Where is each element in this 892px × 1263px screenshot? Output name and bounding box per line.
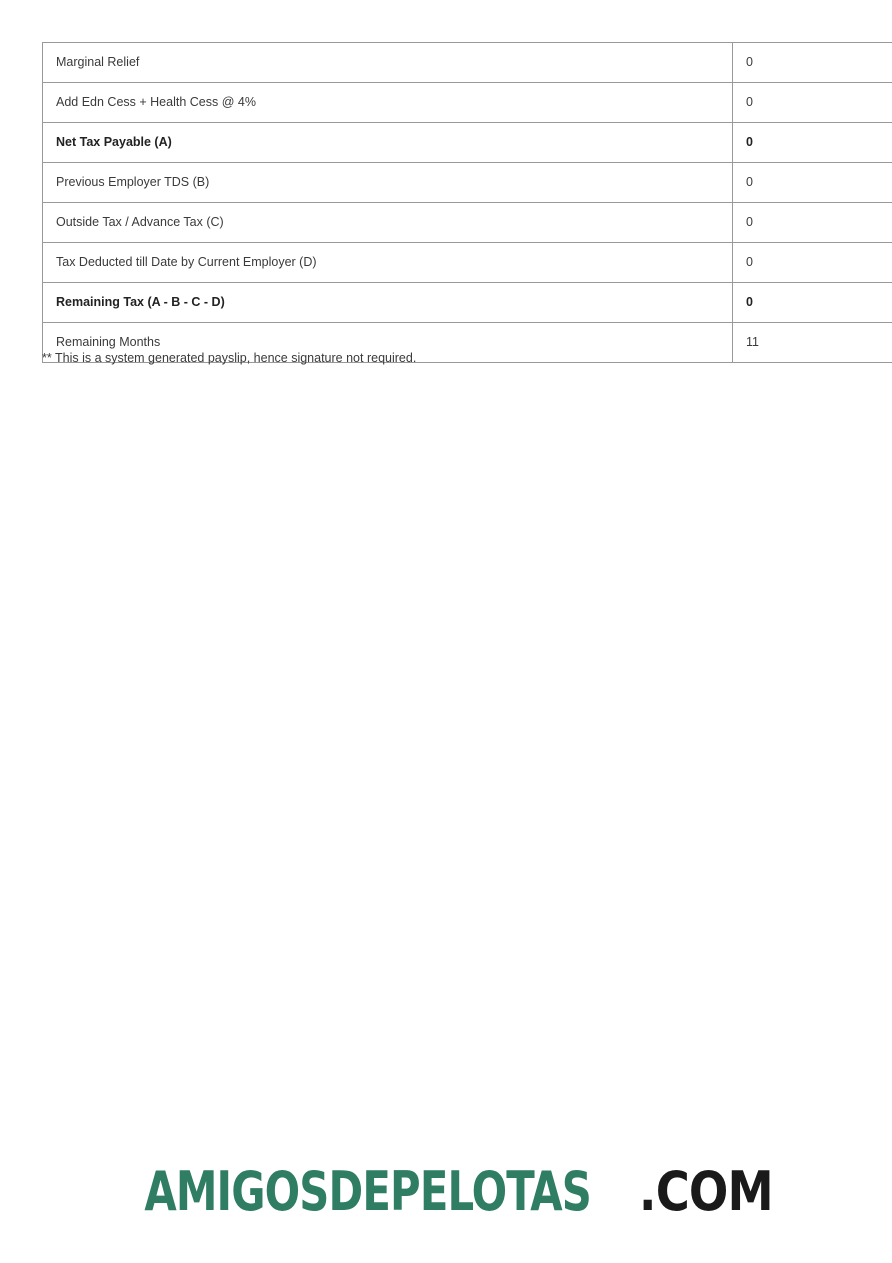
row-label: Remaining Months bbox=[43, 323, 733, 363]
row-label: Net Tax Payable (A) bbox=[43, 123, 733, 163]
row-value: 0 bbox=[733, 83, 892, 123]
row-label: Tax Deducted till Date by Current Employer (D) bbox=[43, 243, 733, 283]
watermark-main-text: AMIGOSDEPELOTAS bbox=[144, 1160, 592, 1223]
tax-summary-table-body bbox=[43, 43, 892, 363]
watermark bbox=[0, 1160, 892, 1223]
row-value: 0 bbox=[733, 123, 892, 163]
table-row bbox=[43, 163, 892, 203]
table-row bbox=[43, 43, 892, 83]
row-label: Outside Tax / Advance Tax (C) bbox=[43, 203, 733, 243]
row-value: 0 bbox=[733, 43, 892, 83]
row-value: 0 bbox=[733, 243, 892, 283]
row-label: Previous Employer TDS (B) bbox=[43, 163, 733, 203]
row-value: 0 bbox=[733, 283, 892, 323]
row-value: 0 bbox=[733, 203, 892, 243]
system-generated-note: ** This is a system generated payslip, hence signature not required. bbox=[42, 351, 417, 365]
table-row bbox=[43, 123, 892, 163]
row-value: 0 bbox=[733, 163, 892, 203]
row-label: Remaining Tax (A - B - C - D) bbox=[43, 283, 733, 323]
watermark-tld-text: .COM bbox=[638, 1160, 773, 1223]
row-label: Add Edn Cess + Health Cess @ 4% bbox=[43, 83, 733, 123]
tax-summary-table bbox=[42, 42, 892, 363]
table-row bbox=[43, 283, 892, 323]
table-row bbox=[43, 203, 892, 243]
row-label: Marginal Relief bbox=[43, 43, 733, 83]
row-value: 11 bbox=[733, 323, 892, 363]
table-row bbox=[43, 243, 892, 283]
table-row bbox=[43, 83, 892, 123]
